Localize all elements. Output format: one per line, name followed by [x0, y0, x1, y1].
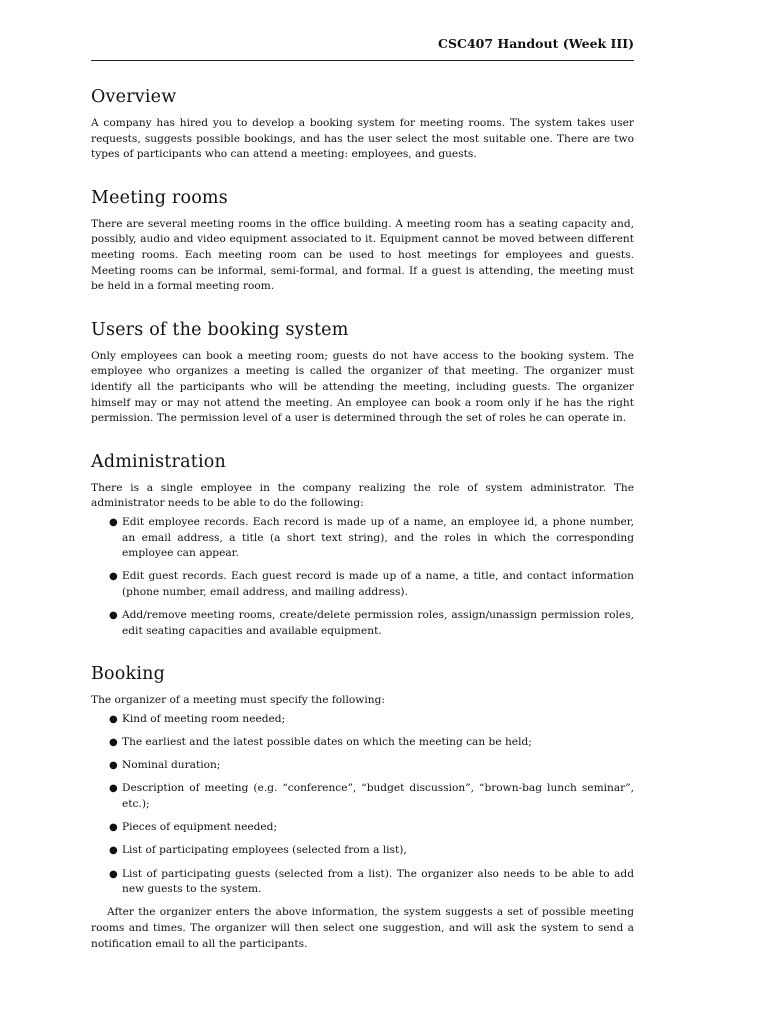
list-item — [91, 820, 634, 836]
bullet-icon: ● — [109, 868, 118, 880]
list-item — [91, 781, 634, 812]
bullet-icon: ● — [109, 571, 118, 583]
list-item-text: Edit guest records. Each guest record is made up of a name, a title, and contact information (phone number, email address, and mailing address). — [122, 570, 634, 598]
booking-closing-paragraph: After the organizer enters the above information, the system suggests a set of possible meeting rooms and times. The organizer will then select one suggestion, and will ask the system to send a notification email to all the participants. — [91, 906, 634, 950]
list-item-text: Edit employee records. Each record is made up of a name, an employee id, a phone number, an email address, a title (a short text string), and the roles in which the corresponding employee can appear. — [122, 515, 634, 560]
meeting-rooms-paragraph: There are several meeting rooms in the office building. A meeting room has a seating capacity and, possibly, audio and video equipment associated to it. Equipment cannot be moved between different meeting rooms. Each meeting room can be used to host meetings for employees and guests. Meeting rooms can be informal, semi-formal, and formal. If a guest is attending, the meeting must be held in a formal meeting room. — [91, 217, 634, 293]
list-item-text: Description of meeting (e.g. “conference”, “budget discussion”, “brown-bag lunch seminar”, etc.); — [122, 782, 634, 810]
booking-paragraph: The organizer of a meeting must specify the following: — [91, 694, 385, 707]
bullet-icon: ● — [109, 516, 118, 528]
section-title-overview: Overview — [91, 87, 177, 107]
bullet-icon: ● — [109, 760, 118, 772]
bullet-icon: ● — [109, 610, 118, 622]
list-item — [91, 758, 634, 774]
section-title-meeting-rooms: Meeting rooms — [91, 187, 228, 208]
list-item-text: Pieces of equipment needed; — [122, 821, 278, 834]
administration-list — [91, 515, 634, 639]
bullet-icon: ● — [109, 713, 118, 725]
list-item — [91, 867, 634, 898]
list-item — [91, 735, 634, 751]
list-item-text: Add/remove meeting rooms, create/delete permission roles, assign/unassign permission roles, edit seating capacities and available equipment. — [122, 609, 634, 637]
section-title-administration: Administration — [91, 451, 226, 472]
list-item — [91, 569, 634, 600]
booking-list — [91, 712, 634, 898]
list-item-text: The earliest and the latest possible dates on which the meeting can be held; — [122, 736, 532, 749]
list-item — [91, 515, 634, 562]
administration-paragraph: There is a single employee in the company realizing the role of system administrator. The administrator needs to be able to do the following: — [91, 481, 634, 510]
list-item — [91, 608, 634, 639]
overview-paragraph: A company has hired you to develop a booking system for meeting rooms. The system takes user requests, suggests possible bookings, and has the user select the most suitable one. There are two types of participants who can attend a meeting: employees, and guests. — [91, 117, 634, 161]
bullet-icon: ● — [109, 737, 118, 749]
list-item-text: Kind of meeting room needed; — [122, 712, 286, 725]
list-item — [91, 843, 634, 859]
list-item-text: Nominal duration; — [122, 759, 221, 772]
bullet-icon: ● — [109, 822, 118, 834]
section-title-users: Users of the booking system — [91, 319, 349, 340]
list-item-text: List of participating guests (selected from a list). The organizer also needs to be able to add new guests to the system. — [122, 867, 634, 896]
list-item — [91, 712, 634, 728]
page-header: CSC407 Handout (Week III) — [91, 36, 634, 61]
users-paragraph: Only employees can book a meeting room; guests do not have access to the booking system. The employee who organizes a meeting is called the organizer of that meeting. The organizer must identify all the participants who will be attending the meeting, including guests. The organizer himself may or may not attend the meeting. An employee can book a room only if he has the right permission. The permission level of a user is determined through the set of roles he can operate in. — [91, 349, 634, 425]
section-title-booking: Booking — [91, 664, 166, 685]
bullet-icon: ● — [109, 783, 118, 795]
handout-page — [91, 36, 634, 952]
bullet-icon: ● — [109, 845, 118, 857]
list-item-text: List of participating employees (selected from a list), — [122, 844, 407, 857]
